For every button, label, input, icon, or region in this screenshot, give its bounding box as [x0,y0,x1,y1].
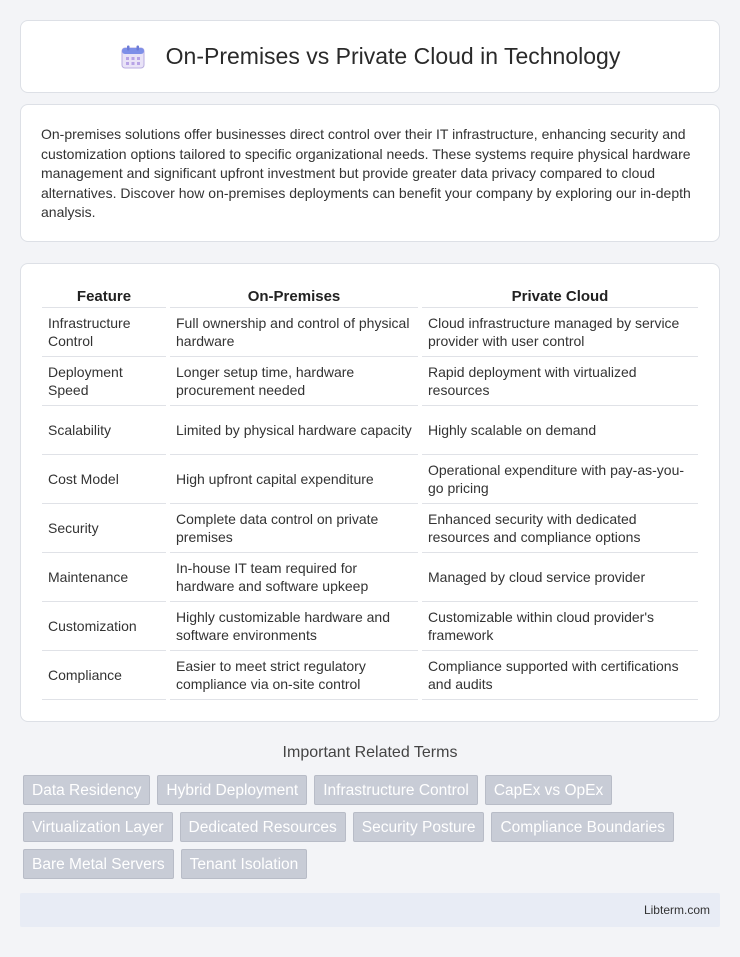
term-tag[interactable]: Bare Metal Servers [23,849,174,879]
private-cloud-cell: Cloud infrastructure managed by service provider with user control [422,308,698,357]
table-row [42,357,698,406]
footer-link[interactable]: Libterm.com [643,903,710,917]
comparison-card [20,263,720,722]
feature-cell: Deployment Speed [42,357,166,406]
feature-cell: Customization [42,602,166,651]
term-tag[interactable]: Dedicated Resources [180,812,346,842]
on-premises-cell: Full ownership and control of physical hardware [170,308,418,357]
intro-text: On-premises solutions offer businesses direct control over their IT infrastructure, enhancing security and customization options tailored to specific organizational needs. These systems require physical hardware management and significant upfront investment but provide greater data privacy compared to cloud alternatives. Discover how on-premises deployments can benefit your company by exploring our in-depth analysis. [41,126,691,221]
calendar-icon [120,44,146,70]
on-premises-cell: Highly customizable hardware and software environments [170,602,418,651]
term-tag[interactable]: Security Posture [353,812,485,842]
feature-cell: Scalability [42,406,166,455]
term-tag[interactable]: Virtualization Layer [23,812,173,842]
term-tag[interactable]: Tenant Isolation [181,849,308,879]
feature-cell: Security [42,504,166,553]
table-row [42,651,698,700]
term-tag[interactable]: Infrastructure Control [314,775,478,805]
private-cloud-cell: Rapid deployment with virtualized resources [422,357,698,406]
on-premises-cell: Longer setup time, hardware procurement needed [170,357,418,406]
table-row [42,602,698,651]
on-premises-cell: In-house IT team required for hardware and software upkeep [170,553,418,602]
page-title: On-Premises vs Private Cloud in Technology [165,43,621,69]
table-row [42,308,698,357]
term-tag[interactable]: Compliance Boundaries [491,812,674,842]
feature-cell: Cost Model [42,455,166,504]
feature-cell: Maintenance [42,553,166,602]
term-tag[interactable]: Data Residency [23,775,150,805]
footer [20,893,720,927]
on-premises-cell: Easier to meet strict regulatory compliance via on-site control [170,651,418,700]
comparison-table [38,284,702,700]
table-header-row [42,284,698,308]
on-premises-cell: Limited by physical hardware capacity [170,406,418,455]
private-cloud-cell: Enhanced security with dedicated resources and compliance options [422,504,698,553]
column-header-on-premises: On-Premises [170,284,418,308]
private-cloud-cell: Managed by cloud service provider [422,553,698,602]
private-cloud-cell: Operational expenditure with pay-as-you-go pricing [422,455,698,504]
header-card [20,20,720,93]
related-terms-title: Important Related Terms [282,744,458,761]
intro-card [20,104,720,242]
table-row [42,455,698,504]
table-row [42,553,698,602]
feature-cell: Infrastructure Control [42,308,166,357]
on-premises-cell: High upfront capital expenditure [170,455,418,504]
table-row [42,406,698,455]
private-cloud-cell: Highly scalable on demand [422,406,698,455]
related-terms-list [23,775,723,879]
on-premises-cell: Complete data control on private premises [170,504,418,553]
private-cloud-cell: Customizable within cloud provider's framework [422,602,698,651]
column-header-feature: Feature [42,284,166,308]
term-tag[interactable]: CapEx vs OpEx [485,775,612,805]
feature-cell: Compliance [42,651,166,700]
column-header-private-cloud: Private Cloud [422,284,698,308]
private-cloud-cell: Compliance supported with certifications and audits [422,651,698,700]
table-row [42,504,698,553]
term-tag[interactable]: Hybrid Deployment [157,775,307,805]
